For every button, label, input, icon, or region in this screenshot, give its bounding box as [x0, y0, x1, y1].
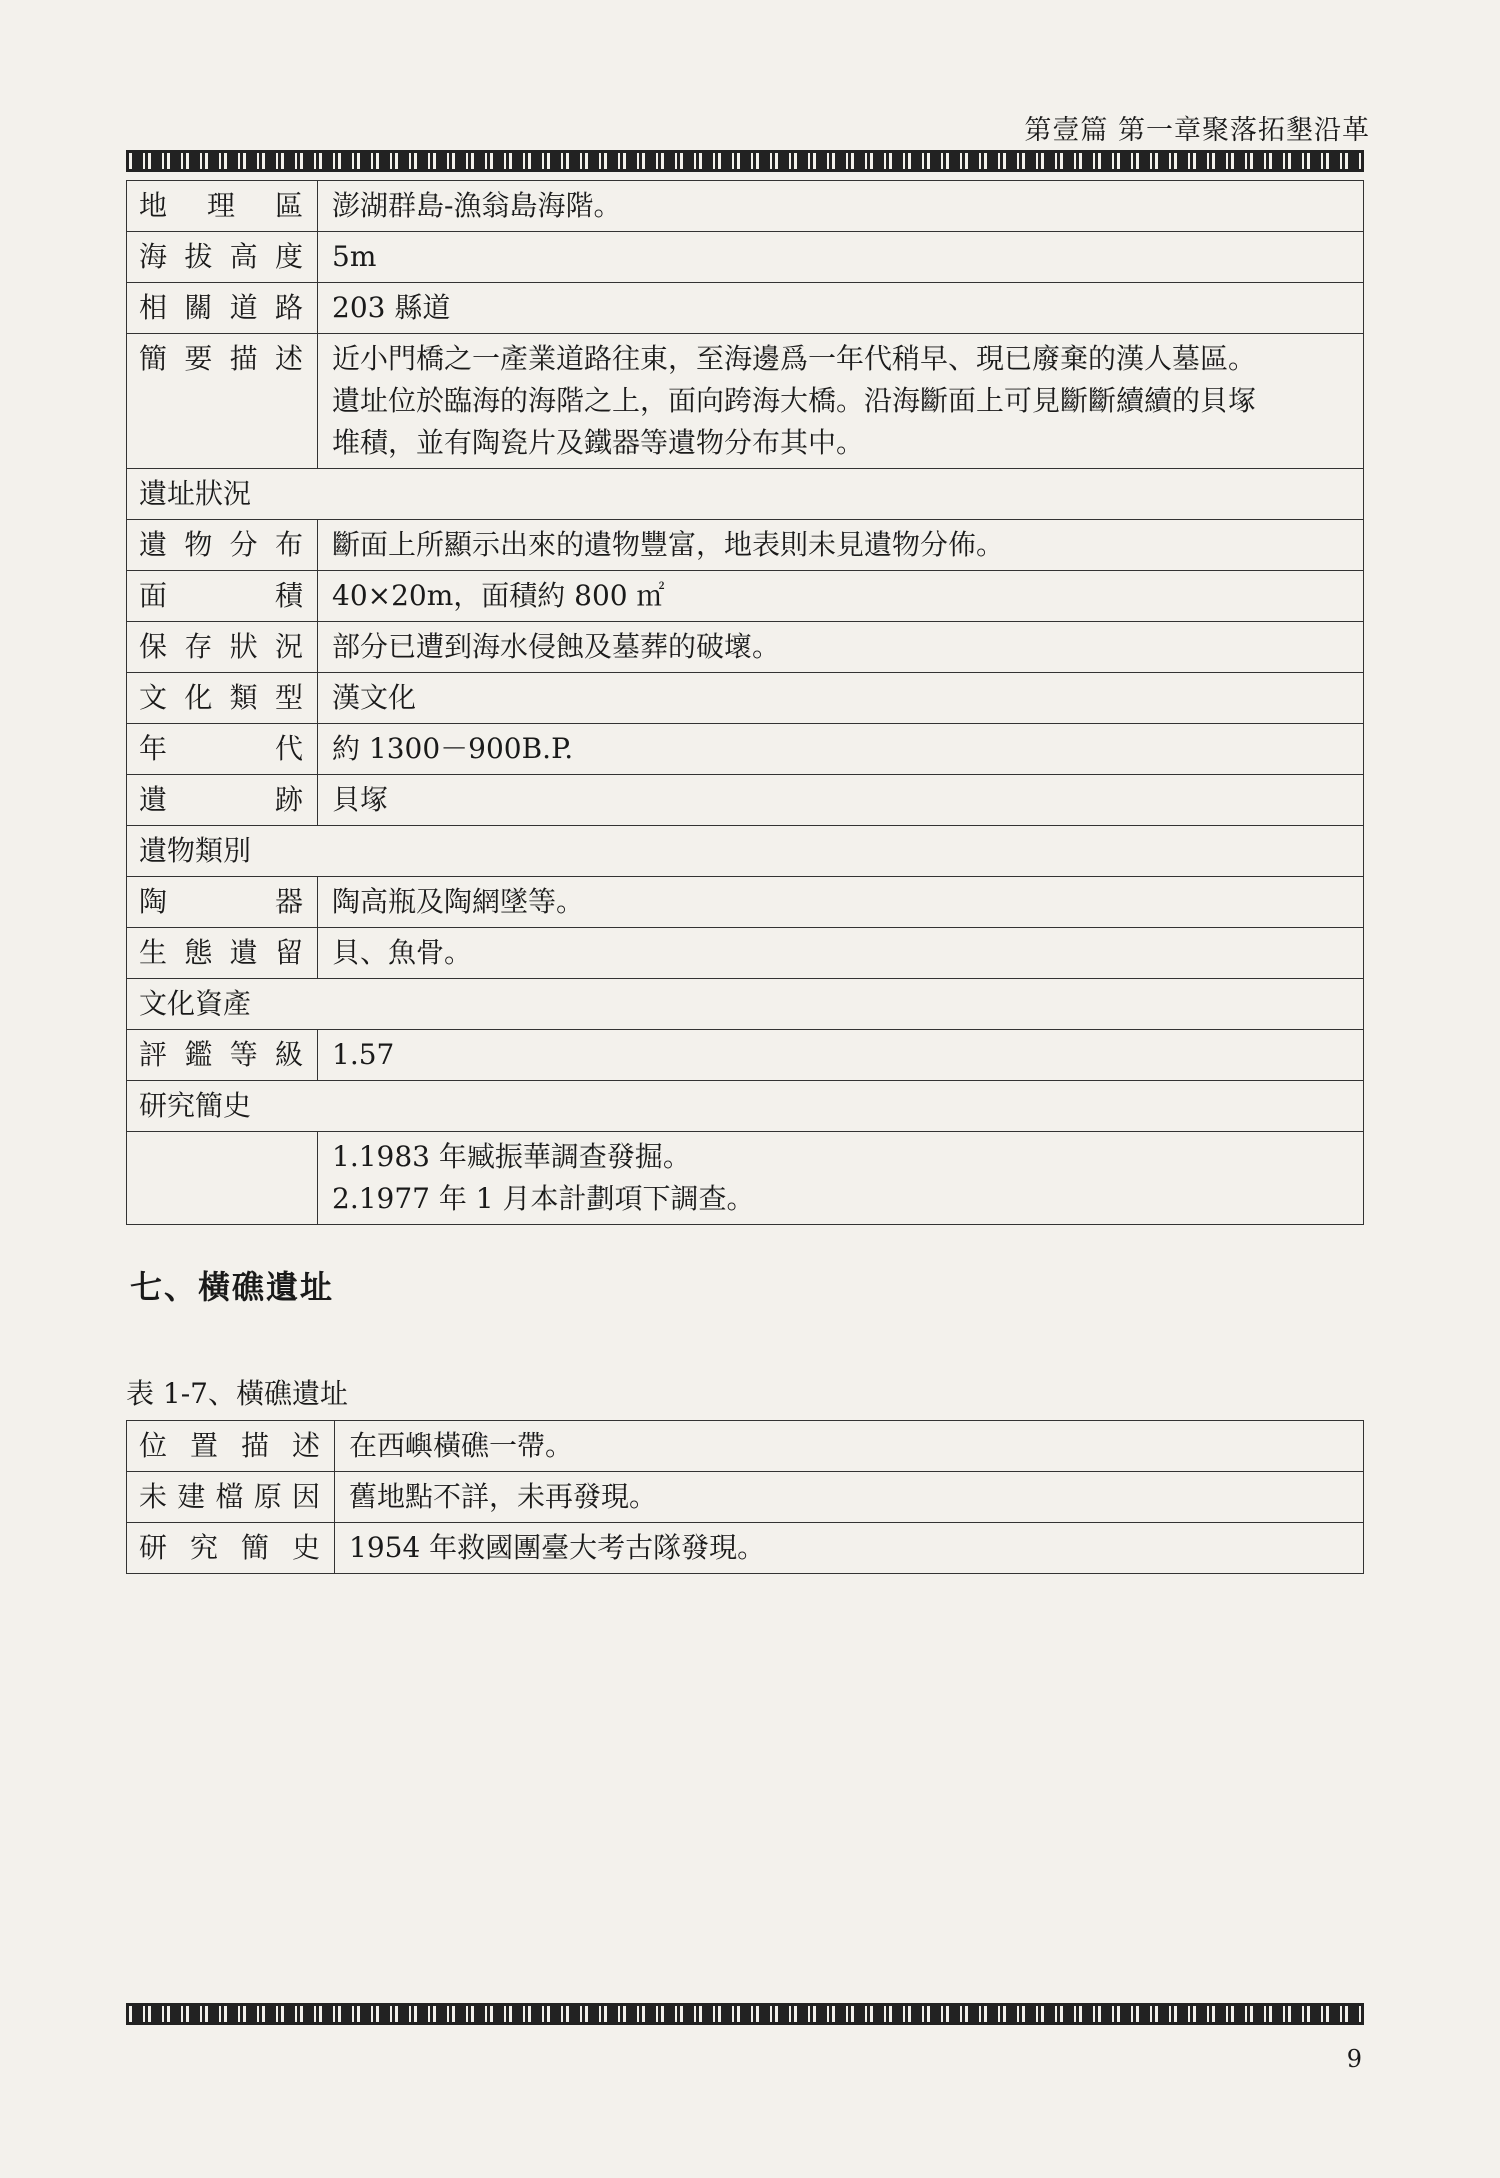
table-row: [127, 520, 1364, 571]
field-value: 約 1300－900B.P.: [318, 724, 1364, 775]
field-label: 遺跡: [127, 775, 318, 826]
field-label: 面積: [127, 571, 318, 622]
description-line: 遺址位於臨海的海階之上，面向跨海大橋。沿海斷面上可見斷斷續續的貝塚: [332, 384, 1257, 417]
field-value: 1.57: [318, 1030, 1364, 1081]
hengjiao-site-table: [126, 1420, 1364, 1574]
table-row: [127, 1523, 1364, 1574]
table-section-row: [127, 1081, 1364, 1132]
decorative-border-top: [126, 150, 1364, 172]
table-row: [127, 928, 1364, 979]
field-value: 貝、魚骨。: [318, 928, 1364, 979]
field-value: 漢文化: [318, 673, 1364, 724]
table-section-row: [127, 469, 1364, 520]
table-section-row: [127, 826, 1364, 877]
field-label: 陶器: [127, 877, 318, 928]
table-caption: 表 1-7、橫礁遺址: [126, 1377, 348, 1410]
field-value: 在西嶼橫礁一帶。: [335, 1421, 1364, 1472]
section-heading: 七、橫礁遺址: [130, 1268, 335, 1306]
field-label: 年代: [127, 724, 318, 775]
field-value: 澎湖群島-漁翁島海階。: [318, 181, 1364, 232]
table-row: [127, 232, 1364, 283]
table-row: [127, 181, 1364, 232]
section-label: 研究簡史: [127, 1081, 1364, 1132]
table-row: [127, 622, 1364, 673]
field-value: 部分已遭到海水侵蝕及墓葬的破壞。: [318, 622, 1364, 673]
field-label: 遺物分布: [127, 520, 318, 571]
running-header: 第壹篇 第一章聚落拓墾沿革: [1024, 115, 1370, 146]
field-value: [318, 334, 1364, 469]
decorative-border-bottom: [126, 2003, 1364, 2025]
field-label: [127, 1132, 318, 1225]
field-value: 1954 年救國團臺大考古隊發現。: [335, 1523, 1364, 1574]
field-value: 203 縣道: [318, 283, 1364, 334]
table-row: [127, 1472, 1364, 1523]
section-label: 文化資產: [127, 979, 1364, 1030]
field-value: 40×20m，面積約 800 ㎡: [318, 571, 1364, 622]
site-info-table: [126, 180, 1364, 1225]
field-label: 未建檔原因: [127, 1472, 335, 1523]
field-value: 斷面上所顯示出來的遺物豐富，地表則未見遺物分佈。: [318, 520, 1364, 571]
table-row: [127, 1421, 1364, 1472]
research-history-line: 2.1977 年 1 月本計劃項下調查。: [332, 1182, 755, 1215]
field-value: 5m: [318, 232, 1364, 283]
field-value: 貝塚: [318, 775, 1364, 826]
research-history-line: 1.1983 年臧振華調查發掘。: [332, 1140, 691, 1173]
field-label: 相關道路: [127, 283, 318, 334]
table-row: [127, 1030, 1364, 1081]
table-row: [127, 724, 1364, 775]
field-label: 位置描述: [127, 1421, 335, 1472]
field-value: 陶高瓶及陶網墜等。: [318, 877, 1364, 928]
field-label: 海拔高度: [127, 232, 318, 283]
field-label: 生態遺留: [127, 928, 318, 979]
table-section-row: [127, 979, 1364, 1030]
field-label: 評鑑等級: [127, 1030, 318, 1081]
table-row: [127, 571, 1364, 622]
section-label: 遺物類別: [127, 826, 1364, 877]
table-row: [127, 673, 1364, 724]
section-label: 遺址狀況: [127, 469, 1364, 520]
field-label: 地理區: [127, 181, 318, 232]
field-label: 研究簡史: [127, 1523, 335, 1574]
field-label: 簡要描述: [127, 334, 318, 469]
field-value: 舊地點不詳，未再發現。: [335, 1472, 1364, 1523]
field-label: 文化類型: [127, 673, 318, 724]
table-row: [127, 775, 1364, 826]
page-number: 9: [1346, 2045, 1362, 2073]
field-label: 保存狀況: [127, 622, 318, 673]
table-row: [127, 283, 1364, 334]
description-line: 堆積，並有陶瓷片及鐵器等遺物分布其中。: [332, 426, 865, 459]
description-line: 近小門橋之一產業道路往東，至海邊爲一年代稍早、現已廢棄的漢人墓區。: [332, 342, 1257, 375]
table-row: [127, 877, 1364, 928]
table-row: [127, 334, 1364, 469]
field-value: [318, 1132, 1364, 1225]
table-row: [127, 1132, 1364, 1225]
